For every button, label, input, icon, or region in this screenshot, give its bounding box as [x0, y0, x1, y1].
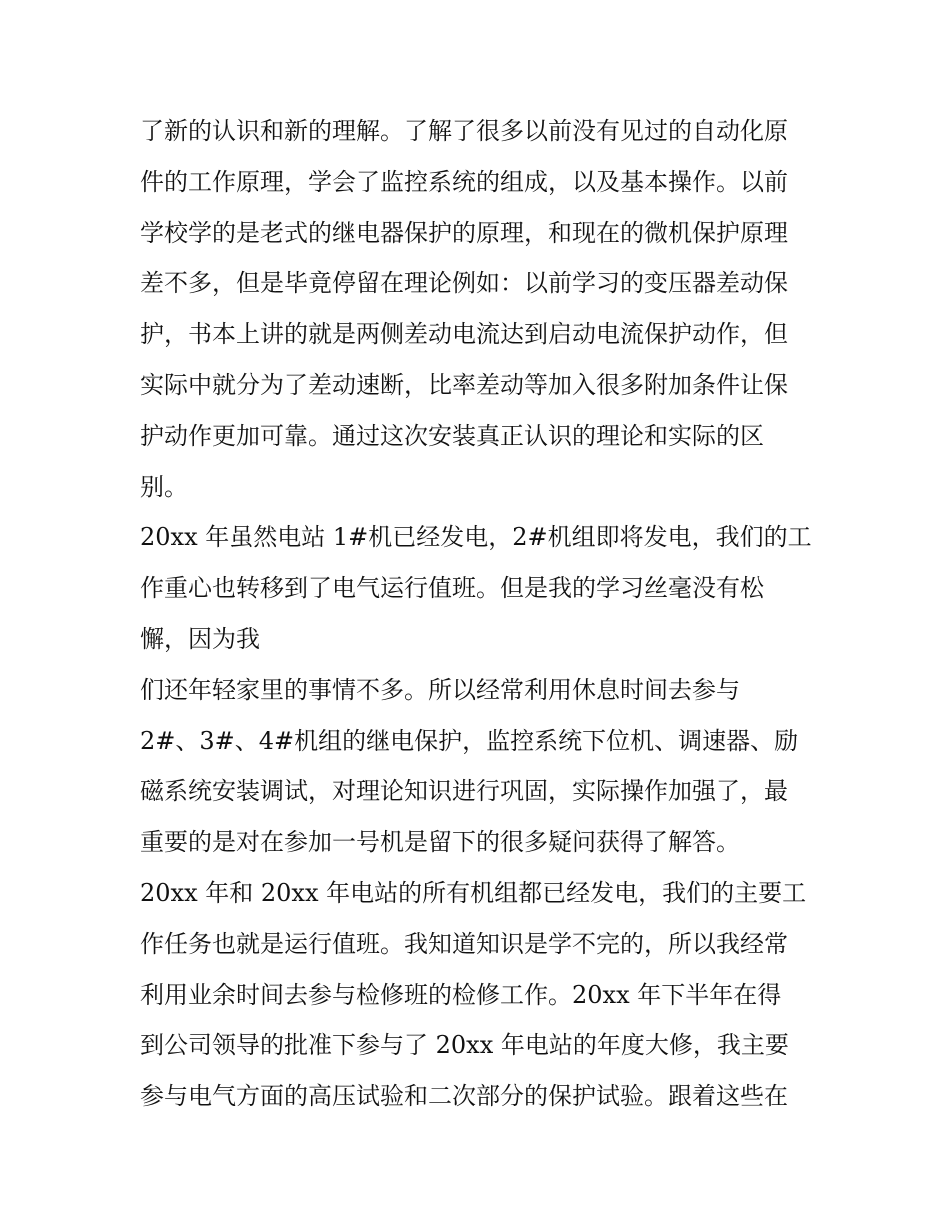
text-line: 学校学的是老式的继电器保护的原理，和现在的微机保护原理 [140, 218, 788, 247]
text-line: 到公司领导的批准下参与了 20xx 年电站的年度大修，我主要 [140, 1031, 789, 1060]
text-line: 作任务也就是运行值班。我知道知识是学不完的，所以我经常 [140, 929, 788, 958]
text-line: 了新的认识和新的理解。了解了很多以前没有见过的自动化原 [140, 117, 788, 145]
text-line: 作重心也转移到了电气运行值班。但是我的学习丝毫没有松 [140, 574, 764, 603]
text-line: 参与电气方面的高压试验和二次部分的保护试验。跟着这些在 [140, 1082, 788, 1111]
text-line: 们还年轻家里的事情不多。所以经常利用休息时间去参与 [140, 675, 740, 704]
text-line: 实际中就分为了差动速断，比率差动等加入很多附加条件让保 [140, 370, 788, 399]
text-line: 件的工作原理，学会了监控系统的组成，以及基本操作。以前 [140, 167, 788, 196]
text-line: 20xx 年虽然电站 1#机已经发电，2#机组即将发电，我们的工 [140, 523, 812, 552]
text-line: 利用业余时间去参与检修班的检修工作。20xx 年下半年在得 [140, 980, 782, 1009]
text-line: 差不多，但是毕竟停留在理论例如：以前学习的变压器差动保 [140, 269, 788, 298]
text-line: 磁系统安装调试，对理论知识进行巩固，实际操作加强了，最 [140, 777, 788, 806]
text-line: 护，书本上讲的就是两侧差动电流达到启动电流保护动作，但 [140, 320, 788, 349]
text-line: 护动作更加可靠。通过这次安装真正认识的理论和实际的区 [140, 421, 764, 450]
text-line: 重要的是对在参加一号机是留下的很多疑问获得了解答。 [140, 828, 740, 857]
text-line: 别。 [140, 472, 188, 501]
text-line: 20xx 年和 20xx 年电站的所有机组都已经发电，我们的主要工 [140, 878, 807, 907]
text-line: 懈，因为我 [140, 624, 260, 653]
document-body [140, 106, 820, 1122]
text-line: 2#、3#、4#机组的继电保护，监控系统下位机、调速器、励 [140, 726, 799, 755]
